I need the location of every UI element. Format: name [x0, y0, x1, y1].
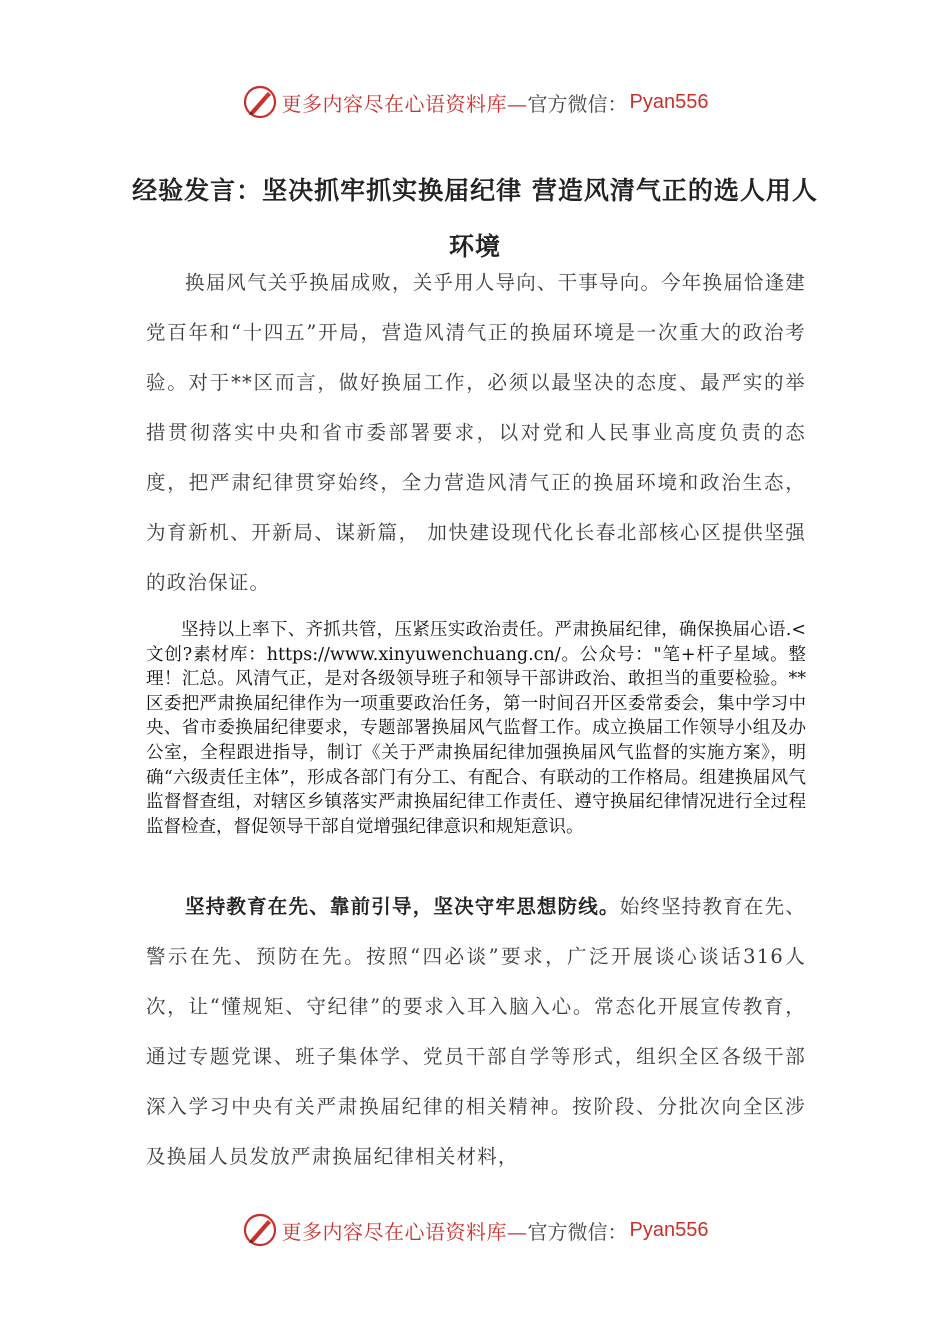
watermark-banner-bottom — [0, 1210, 950, 1250]
paragraph-education — [146, 882, 806, 1182]
paragraph-education-lead: 坚持教育在先、靠前引导，坚决守牢思想防线。 — [185, 895, 620, 918]
paragraph-responsibility: 坚持以上率下、齐抓共管，压紧压实政治责任。严肃换届纪律，确保换届心语.<文创?素材库：https://www.xinyuwenchuang.cn/。公众号："笔+杆子星域。整理！汇总。风清气正，是对各级领导班子和领导干部讲政治、敢担当的重要检验。**区委把严肃换届纪律作为一项重要政治任务，第一时间召开区委常委会，集中学习中央、省市委换届纪律要求，专题部署换届风气监督工作。成立换届工作领导小组及办公室，全程跟进指导，制订《关于严肃换届纪律加强换届风气监督的实施方案》，明确“六级责任主体”，形成各部门有分工、有配合、有联动的工作格局。组建换届风气监督督查组，对辖区乡镇落实严肃换届纪律工作责任、遵守换届纪律情况进行全过程监督检查，督促领导干部自觉增强纪律意识和规矩意识。 — [146, 620, 806, 837]
watermark-wechat-id: Pyan556 — [629, 90, 709, 113]
pen-logo-icon — [242, 1212, 278, 1248]
paragraph-education-body: 始终坚持教育在先、警示在先、预防在先。按照“四必谈”要求，广泛开展谈心谈话316人次，让“懂规矩、守纪律”的要求入耳入脑入心。常态化开展宣传教育，通过专题党课、班子集体学、党员干部自学等形式，组织全区各级干部深入学习中央有关严肃换届纪律的相关精神。按阶段、分批次向全区涉及换届人员发放严肃换届纪律相关材料， — [146, 895, 807, 1168]
watermark-banner-top — [0, 82, 950, 122]
paragraph-intro: 换届风气关乎换届成败，关乎用人导向、干事导向。今年换届恰逢建党百年和“十四五”开局，营造风清气正的换届环境是一次重大的政治考验。对于**区而言，做好换届工作，必须以最坚决的态度、最严实的举措贯彻落实中央和省市委部署要求，以对党和人民事业高度负责的态度，把严肃纪律贯穿始终，全力营造风清气正的换届环境和政治生态，为育新机、开新局、谋新篇， 加快建设现代化长春北部核心区提供坚强的政治保证。 — [146, 271, 807, 594]
document-title: 经验发言：坚决抓牢抓实换届纪律 营造风清气正的选人用人环境 — [132, 175, 818, 261]
watermark-wechat-label: 官方微信： — [527, 91, 628, 116]
watermark-text: 更多内容尽在心语资料库— — [281, 1219, 528, 1244]
pen-logo-icon — [242, 84, 278, 120]
watermark-wechat-id: Pyan556 — [629, 1218, 709, 1241]
watermark-wechat-label: 官方微信： — [527, 1219, 628, 1244]
watermark-text: 更多内容尽在心语资料库— — [281, 91, 528, 116]
